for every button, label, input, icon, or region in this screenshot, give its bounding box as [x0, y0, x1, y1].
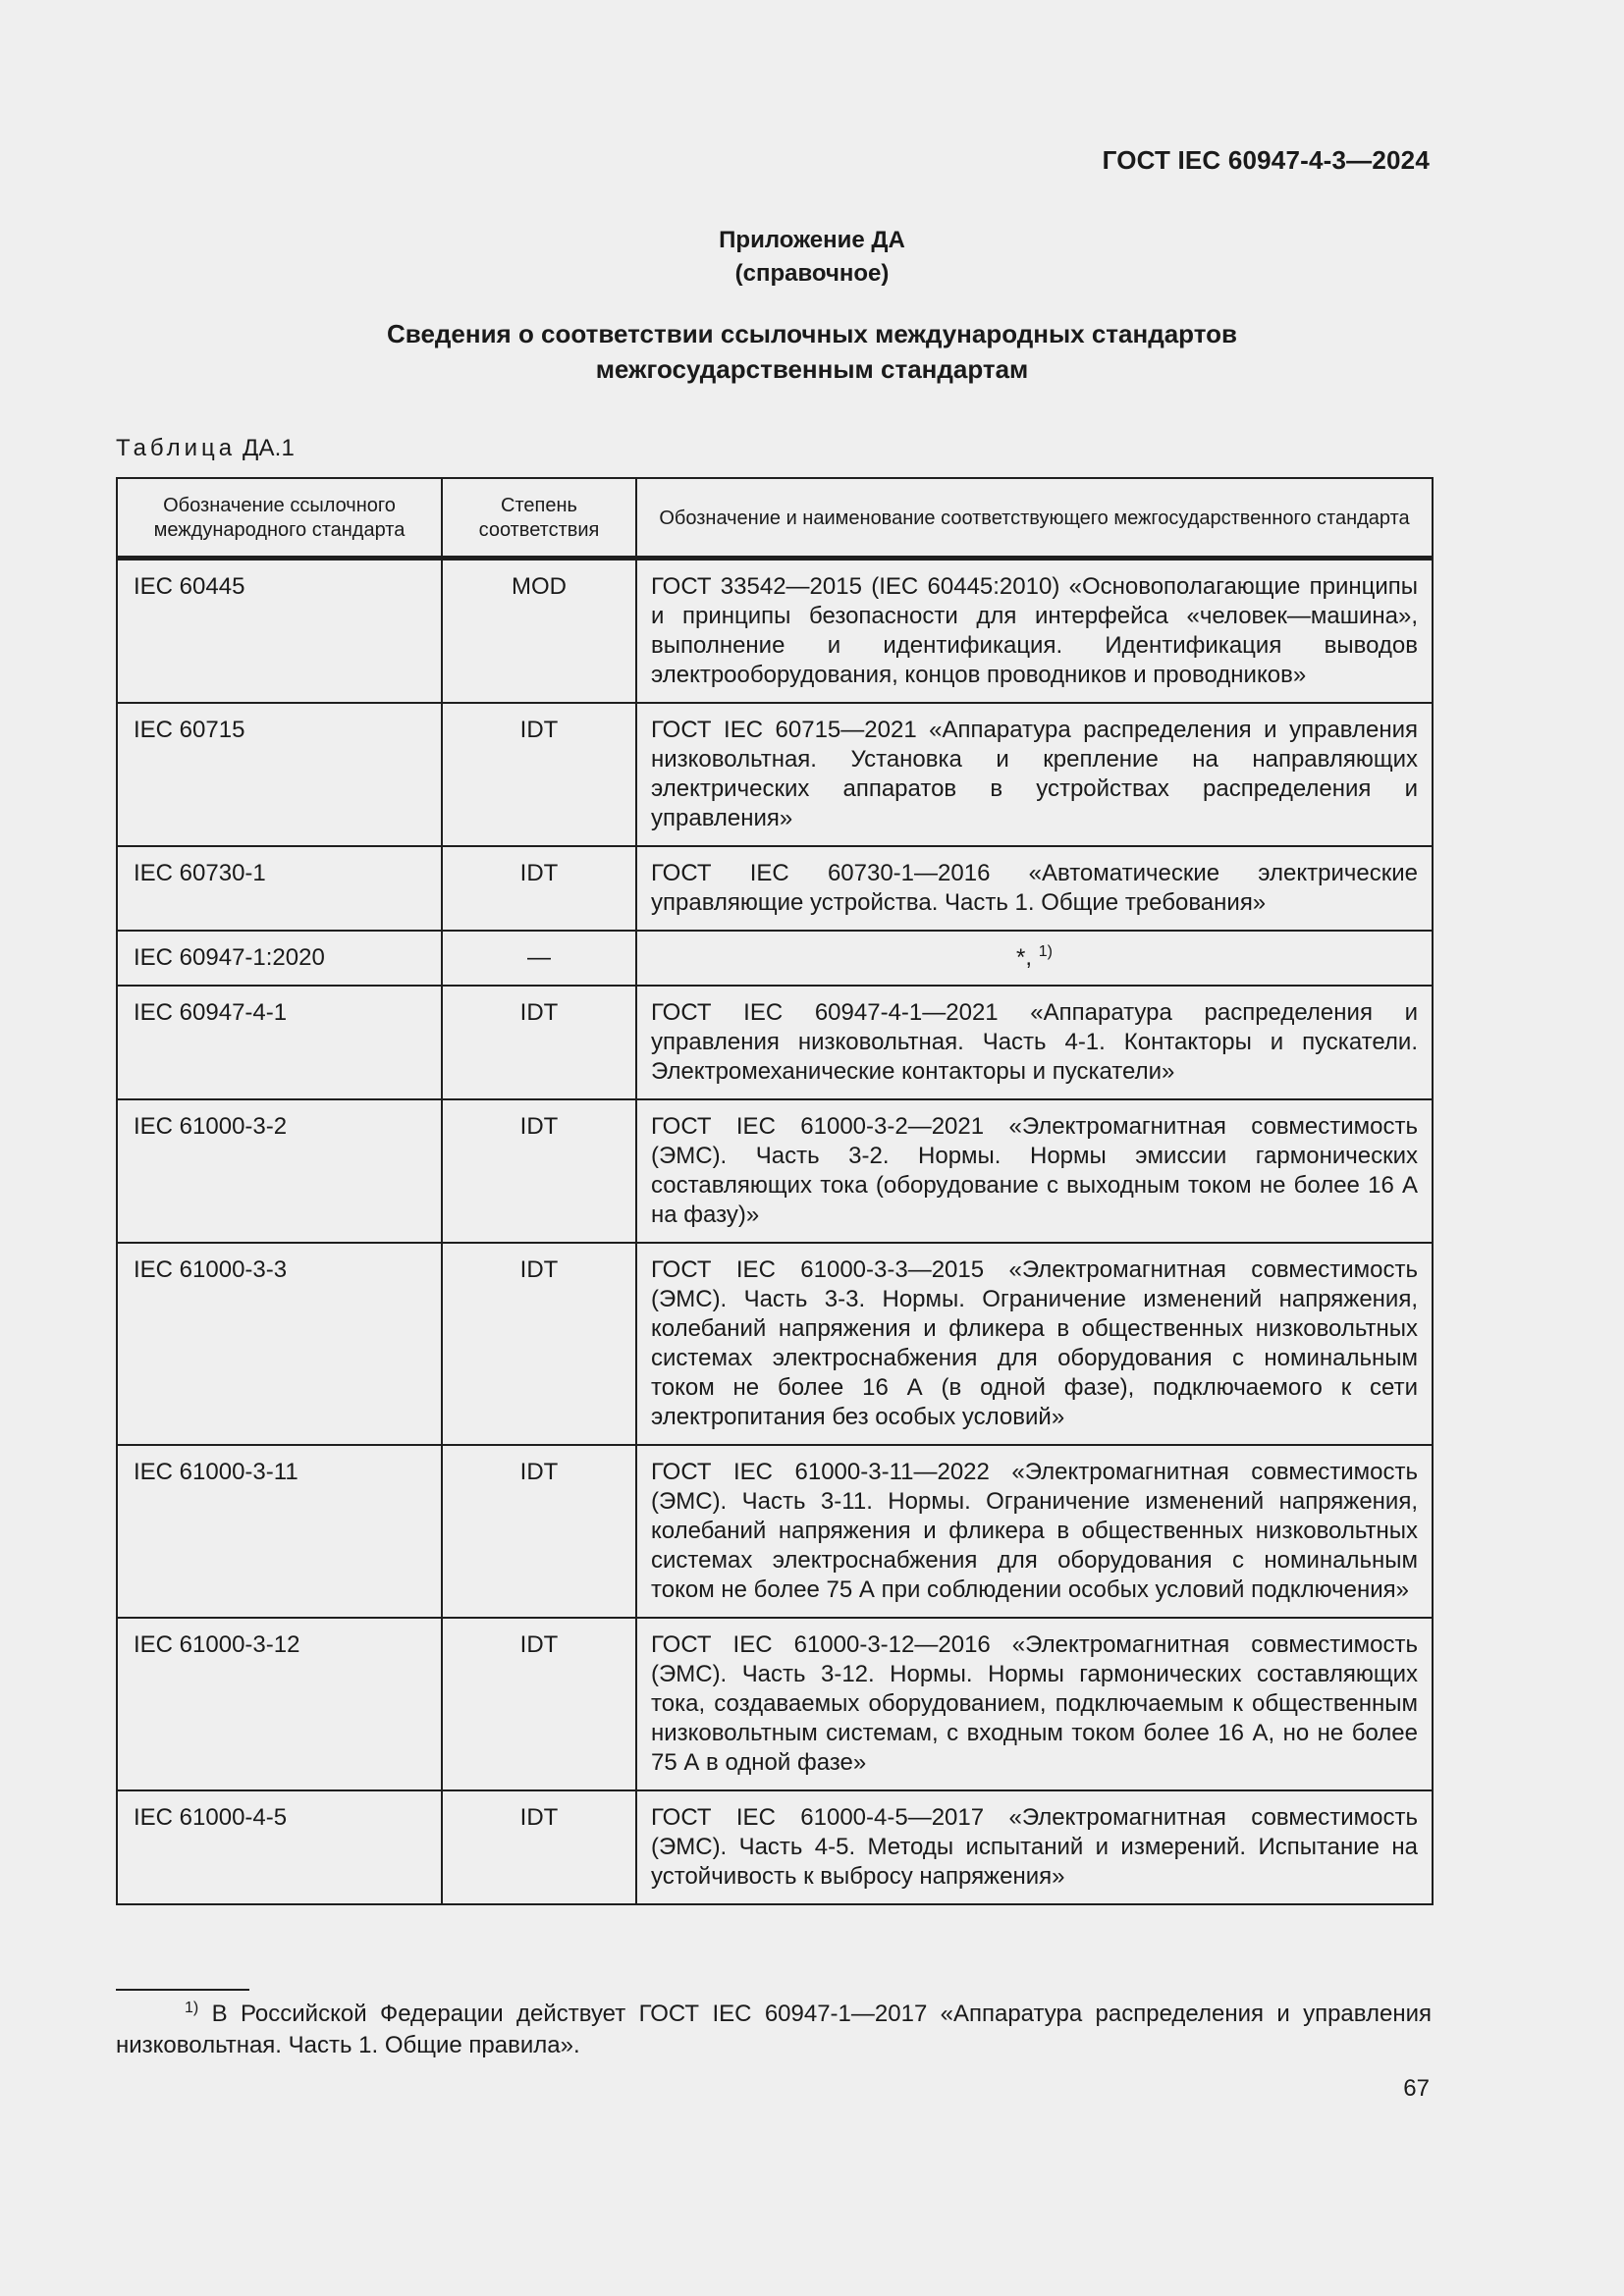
cell-degree: MOD [442, 559, 636, 704]
cell-degree: IDT [442, 1790, 636, 1904]
cell-ref-standard: IEC 60445 [117, 559, 442, 704]
table-row [117, 986, 1433, 1099]
table-row [117, 559, 1433, 704]
footnote-text: В Российской Федерации действует ГОСТ IEC 60947-1—2017 «Аппаратура распределения и управления низковольтная. Часть 1. Общие правила». [116, 2001, 1432, 2058]
table-row [117, 931, 1433, 986]
footnote [116, 1999, 1432, 2061]
cell-ref-standard: IEC 60715 [117, 703, 442, 846]
table-header-row [117, 478, 1433, 559]
not-applicable-mark: *, [1016, 944, 1033, 971]
cell-degree: IDT [442, 703, 636, 846]
cell-gost-standard: ГОСТ IEC 60715—2021 «Аппаратура распределения и управления низковольтная. Установка и крепление на направляющих электрических аппаратов в устройствах распределения и управления» [636, 703, 1433, 846]
cell-gost-standard: ГОСТ IEC 61000-3-12—2016 «Электромагнитная совместимость (ЭМС). Часть 3-12. Нормы. Нормы гармонических составляющих тока, создаваемых оборудованием, подключаемым к общественным низковольтным системам, с входным током более 16 А, но не более 75 А в одной фазе» [636, 1618, 1433, 1790]
cell-ref-standard: IEC 61000-4-5 [117, 1790, 442, 1904]
cell-ref-standard: IEC 61000-3-3 [117, 1243, 442, 1445]
cell-ref-standard: IEC 60947-1:2020 [117, 931, 442, 986]
header-ref-standard: Обозначение ссылочного международного стандарта [117, 478, 442, 559]
page-number: 67 [1403, 2075, 1430, 2102]
table-caption-number: ДА.1 [242, 435, 296, 461]
section-title-line-2: межгосударственным стандартам [595, 354, 1029, 384]
table-row [117, 1243, 1433, 1445]
reference-standards-table [116, 477, 1434, 1905]
cell-ref-standard: IEC 61000-3-2 [117, 1099, 442, 1243]
table-row [117, 1099, 1433, 1243]
cell-ref-standard: IEC 60947-4-1 [117, 986, 442, 1099]
cell-degree: IDT [442, 986, 636, 1099]
cell-gost-standard: ГОСТ IEC 60730-1—2016 «Автоматические электрические управляющие устройства. Часть 1. Общие требования» [636, 846, 1433, 931]
table-caption [116, 435, 295, 462]
table-row [117, 703, 1433, 846]
cell-degree: IDT [442, 1445, 636, 1618]
footnote-separator [116, 1989, 249, 1991]
cell-gost-standard: ГОСТ IEC 61000-4-5—2017 «Электромагнитная совместимость (ЭМС). Часть 4-5. Методы испытаний и измерений. Испытание на устойчивость к выбросу напряжения» [636, 1790, 1433, 1904]
cell-degree: IDT [442, 846, 636, 931]
cell-gost-standard: ГОСТ 33542—2015 (IEC 60445:2010) «Основополагающие принципы и принципы безопасности для интерфейса «человек—машина», выполнение и идентификация. Идентификация выводов электрооборудования, концов проводников и проводников» [636, 559, 1433, 704]
section-title-line-1: Сведения о соответствии ссылочных международных стандартов [387, 319, 1237, 348]
cell-ref-standard: IEC 61000-3-11 [117, 1445, 442, 1618]
footnote-marker: 1) [185, 2000, 199, 2016]
appendix-subtitle: (справочное) [734, 260, 890, 287]
cell-gost-standard: ГОСТ IEC 61000-3-3—2015 «Электромагнитная совместимость (ЭМС). Часть 3-3. Нормы. Ограничение изменений напряжения, колебаний напряжения и фликера в общественных низковольтных системах электроснабжения для оборудования с номинальным током не более 16 А (в одной фазе), подключаемого к сети электропитания без особых условий» [636, 1243, 1433, 1445]
cell-gost-standard: ГОСТ IEC 60947-4-1—2021 «Аппаратура распределения и управления низковольтная. Часть 4-1. Контакторы и пускатели. Электромеханические контакторы и пускатели» [636, 986, 1433, 1099]
cell-gost-standard: ГОСТ IEC 61000-3-2—2021 «Электромагнитная совместимость (ЭМС). Часть 3-2. Нормы. Нормы эмиссии гармонических составляющих тока (оборудование с выходным током не более 16 А на фазу)» [636, 1099, 1433, 1243]
footnote-reference: 1) [1038, 943, 1053, 960]
table-caption-word: Таблица [116, 435, 237, 461]
section-title [0, 316, 1624, 387]
standard-code: ГОСТ IEC 60947-4-3—2024 [1102, 145, 1430, 175]
cell-ref-standard: IEC 60730-1 [117, 846, 442, 931]
header-degree: Степень соответствия [442, 478, 636, 559]
cell-ref-standard: IEC 61000-3-12 [117, 1618, 442, 1790]
table-row [117, 1618, 1433, 1790]
table-row [117, 1790, 1433, 1904]
cell-degree: IDT [442, 1099, 636, 1243]
appendix-title: Приложение ДА [719, 227, 905, 253]
appendix-heading [0, 224, 1624, 291]
cell-degree: IDT [442, 1618, 636, 1790]
cell-degree: IDT [442, 1243, 636, 1445]
table-row [117, 846, 1433, 931]
table-row [117, 1445, 1433, 1618]
cell-gost-standard: ГОСТ IEC 61000-3-11—2022 «Электромагнитная совместимость (ЭМС). Часть 3-11. Нормы. Ограничение изменений напряжения, колебаний напряжения и фликера в общественных низковольтных системах электроснабжения для оборудования с номинальным током не более 75 А при соблюдении особых условий подключения» [636, 1445, 1433, 1618]
cell-gost-standard [636, 931, 1433, 986]
cell-degree: — [442, 931, 636, 986]
header-gost-standard: Обозначение и наименование соответствующего межгосударственного стандарта [636, 478, 1433, 559]
